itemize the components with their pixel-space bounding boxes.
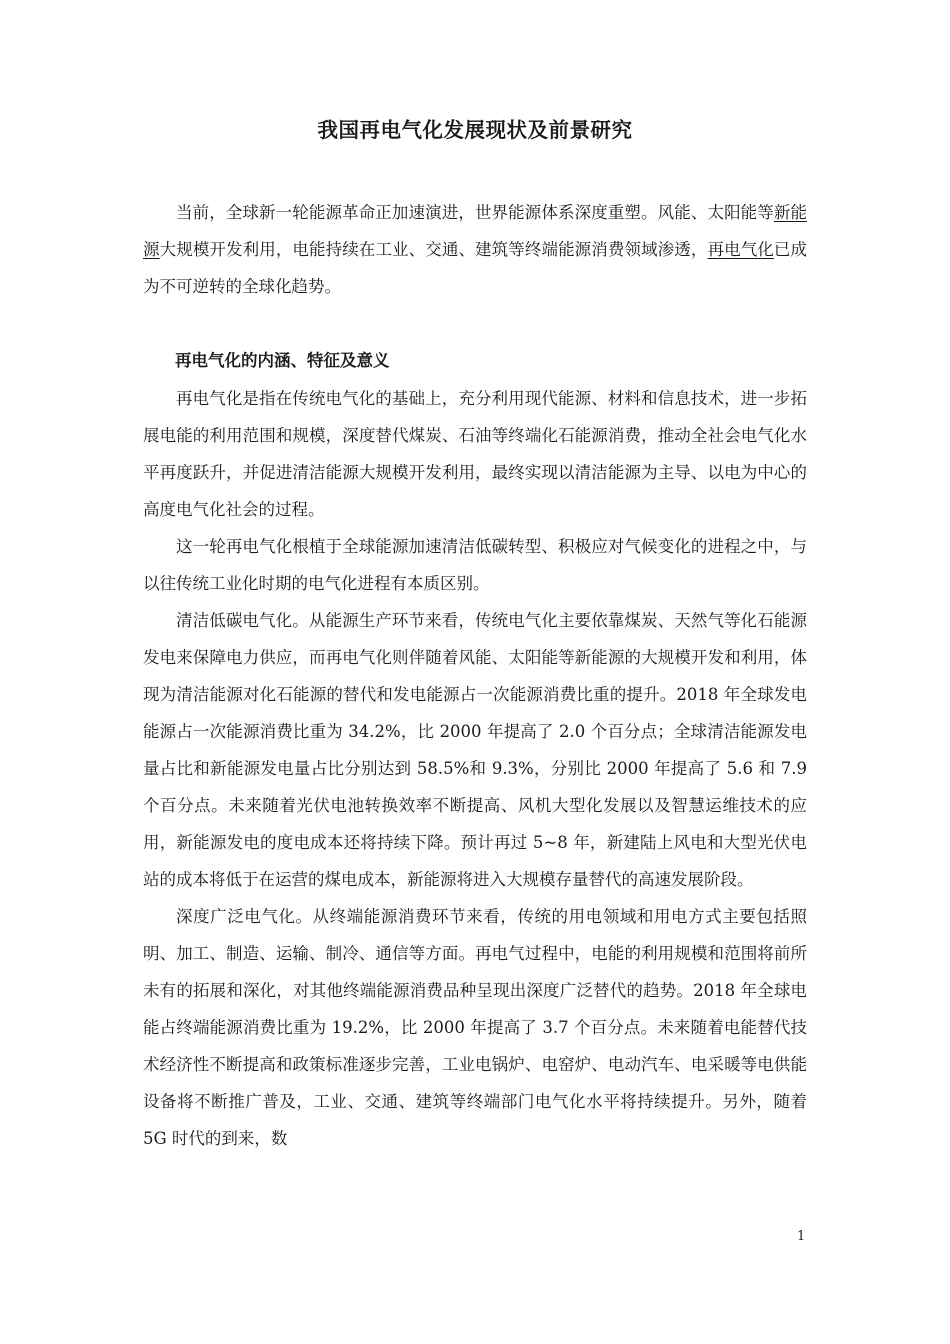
- intro-block: [143, 194, 807, 305]
- paragraph-clean-low-carbon: 清洁低碳电气化。从能源生产环节来看，传统电气化主要依靠煤炭、天然气等化石能源发电来保障电力供应，而再电气化则伴随着风能、太阳能等新能源的大规模开发和利用，体现为清洁能源对化石能源的替代和发电能源占一次能源消费比重的提升。2018 年全球发电能源占一次能源消费比重为 34.2%，比 2000 年提高了 2.0 个百分点；全球清洁能源发电量占比和新能源发电量占比分别达到 58.5%和 9.3%，分别比 2000 年提高了 5.6 和 7.9 个百分点。未来随着光伏电池转换效率不断提高、风机大型化发展以及智慧运维技术的应用，新能源发电的度电成本还将持续下降。预计再过 5~8 年，新建陆上风电和大型光伏电站的成本将低于在运营的煤电成本，新能源将进入大规模存量替代的高速发展阶段。: [143, 611, 807, 889]
- intro-paragraph: [143, 194, 807, 305]
- section-body: [143, 380, 807, 1157]
- intro-text-2: 大规模开发利用，电能持续在工业、交通、建筑等终端能源消费领域渗透，: [159, 240, 708, 259]
- paragraph-background: 这一轮再电气化根植于全球能源加速清洁低碳转型、积极应对气候变化的进程之中，与以往传统工业化时期的电气化进程有本质区别。: [143, 537, 807, 593]
- intro-text-1: 当前，全球新一轮能源革命正加速演进，世界能源体系深度重塑。风能、太阳能等: [176, 203, 774, 222]
- document-title: 我国再电气化发展现状及前景研究: [317, 118, 633, 142]
- new-energy-link[interactable]: 新能源: [143, 203, 808, 259]
- page-number: 1: [797, 1229, 806, 1244]
- section-heading: 再电气化的内涵、特征及意义: [175, 351, 390, 370]
- paragraph-definition: 再电气化是指在传统电气化的基础上，充分利用现代能源、材料和信息技术，进一步拓展电能的利用范围和规模，深度替代煤炭、石油等终端化石能源消费，推动全社会电气化水平再度跃升，并促进清洁能源大规模开发利用，最终实现以清洁能源为主导、以电为中心的高度电气化社会的过程。: [143, 389, 807, 519]
- re-electrification-link[interactable]: 再电气化: [707, 240, 774, 259]
- paragraph-deep-broad: 深度广泛电气化。从终端能源消费环节来看，传统的用电领域和用电方式主要包括照明、加工、制造、运输、制冷、通信等方面。再电气过程中，电能的利用规模和范围将前所未有的拓展和深化，对其他终端能源消费品种呈现出深度广泛替代的趋势。2018 年全球电能占终端能源消费比重为 19.2%，比 2000 年提高了 3.7 个百分点。未来随着电能替代技术经济性不断提高和政策标准逐步完善，工业电锅炉、电窑炉、电动汽车、电采暖等电供能设备将不断推广普及，工业、交通、建筑等终端部门电气化水平将持续提升。另外，随着 5G 时代的到来，数: [143, 907, 807, 1148]
- intro-text-3: 已成为不可逆转的全球化趋势。: [143, 240, 808, 296]
